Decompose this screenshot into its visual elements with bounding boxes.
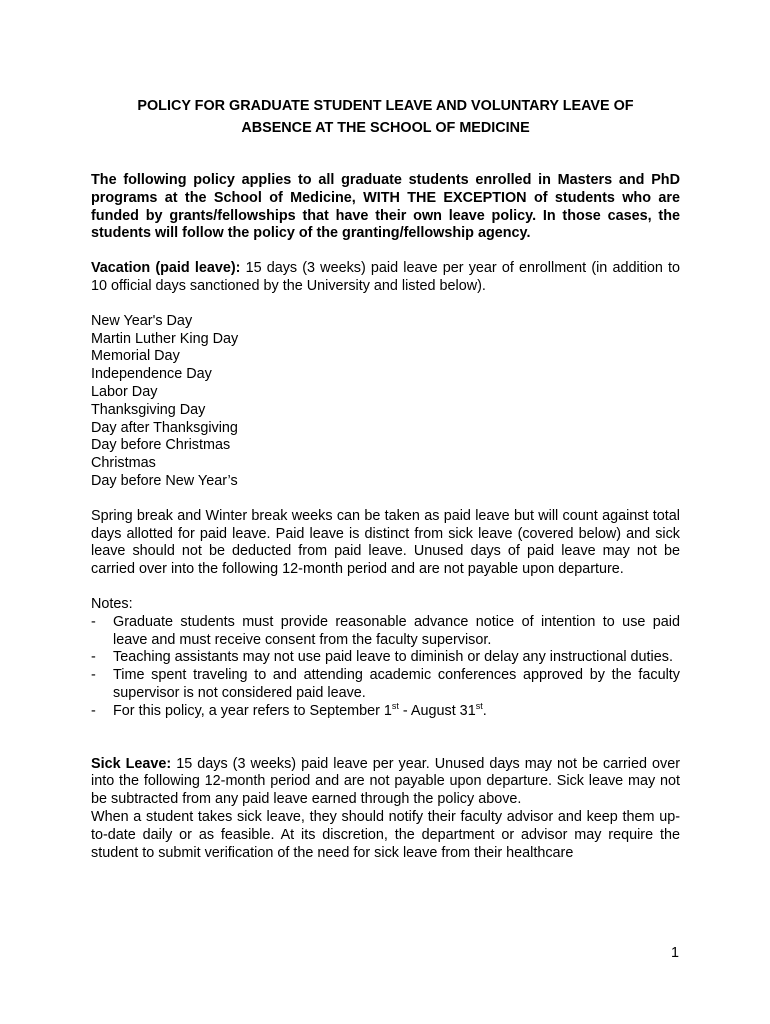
holiday-item: Day before Christmas [91,437,231,454]
year-note-middle: - August 31 [398,702,476,719]
holiday-item: Memorial Day [91,348,180,365]
vacation-label: Vacation (paid leave): [91,260,241,277]
sick-leave-paragraph [91,756,680,809]
holiday-item: Day before New Year’s [91,472,238,489]
holiday-item: Labor Day [91,383,158,400]
year-note-suffix: . [482,702,487,719]
notes-list [91,614,680,721]
year-note-sup-1: st [391,700,399,711]
intro-paragraph: The following policy applies to all graduate students enrolled in Masters and PhD programs at the School of Medicine, WITH THE EXCEPTION of students who are funded by grants/fellowships that have their own leave policy. In those cases, the students will follow the policy of the granting/fellowship agency. [91,172,680,242]
holiday-list [91,313,680,491]
notes-label: Notes: [91,595,133,612]
document-page [91,95,680,862]
vacation-text: 15 days (3 weeks) paid leave per year of enrollment (in addition to 10 official days sanctioned by the University and listed below). [91,260,680,294]
title-line-1: POLICY FOR GRADUATE STUDENT LEAVE AND VOLUNTARY LEAVE OF [137,98,634,114]
note-dash: - [91,667,96,684]
year-note-prefix: For this policy, a year refers to September 1 [113,702,392,719]
note-text: Time spent traveling to and attending academic conferences approved by the faculty supervisor is not considered paid leave. [113,667,680,701]
note-item [91,614,680,650]
sick-leave-label: Sick Leave: [91,755,172,772]
note-text: Graduate students must provide reasonable advance notice of intention to use paid leave and must receive consent from the faculty supervisor. [113,613,680,648]
title-line-2: ABSENCE AT THE SCHOOL OF MEDICINE [241,120,530,136]
holiday-item: Independence Day [91,366,212,383]
breaks-paragraph: Spring break and Winter break weeks can be taken as paid leave but will count against total days allotted for paid leave. Paid leave is distinct from sick leave (covered below) and sick leave should not be deducted from paid leave. Unused days of paid leave may not be carried over into the following 12-month period and are not payable upon departure. [91,507,680,578]
note-item [91,649,680,667]
document-title [91,95,680,139]
note-text: Teaching assistants may not use paid leave to diminish or delay any instructional duties. [113,649,673,666]
sick-leave-text: 15 days (3 weeks) paid leave per year. Unused days may not be carried over into the following 12-month period and are not payable upon departure. Sick leave may not be subtracted from any paid leave earned through the policy above. [91,755,680,808]
note-item-year [91,700,680,721]
vacation-paragraph [91,260,680,296]
sick-leave-paragraph-2: When a student takes sick leave, they should notify their faculty advisor and keep them up-to-date daily or as feasible. At its discretion, the department or advisor may require the student to submit verification of the need for sick leave from their healthcare [91,808,680,861]
holiday-item: Christmas [91,455,156,472]
note-dash: - [91,702,96,719]
note-item [91,667,680,703]
note-dash: - [91,613,96,630]
holiday-item: Day after Thanksgiving [91,419,238,436]
note-dash: - [91,649,96,666]
holiday-item: New Year's Day [91,312,193,329]
year-note-sup-2: st [475,700,483,711]
holiday-item: Martin Luther King Day [91,330,239,347]
holiday-item: Thanksgiving Day [91,401,206,418]
page-number: 1 [670,945,679,961]
